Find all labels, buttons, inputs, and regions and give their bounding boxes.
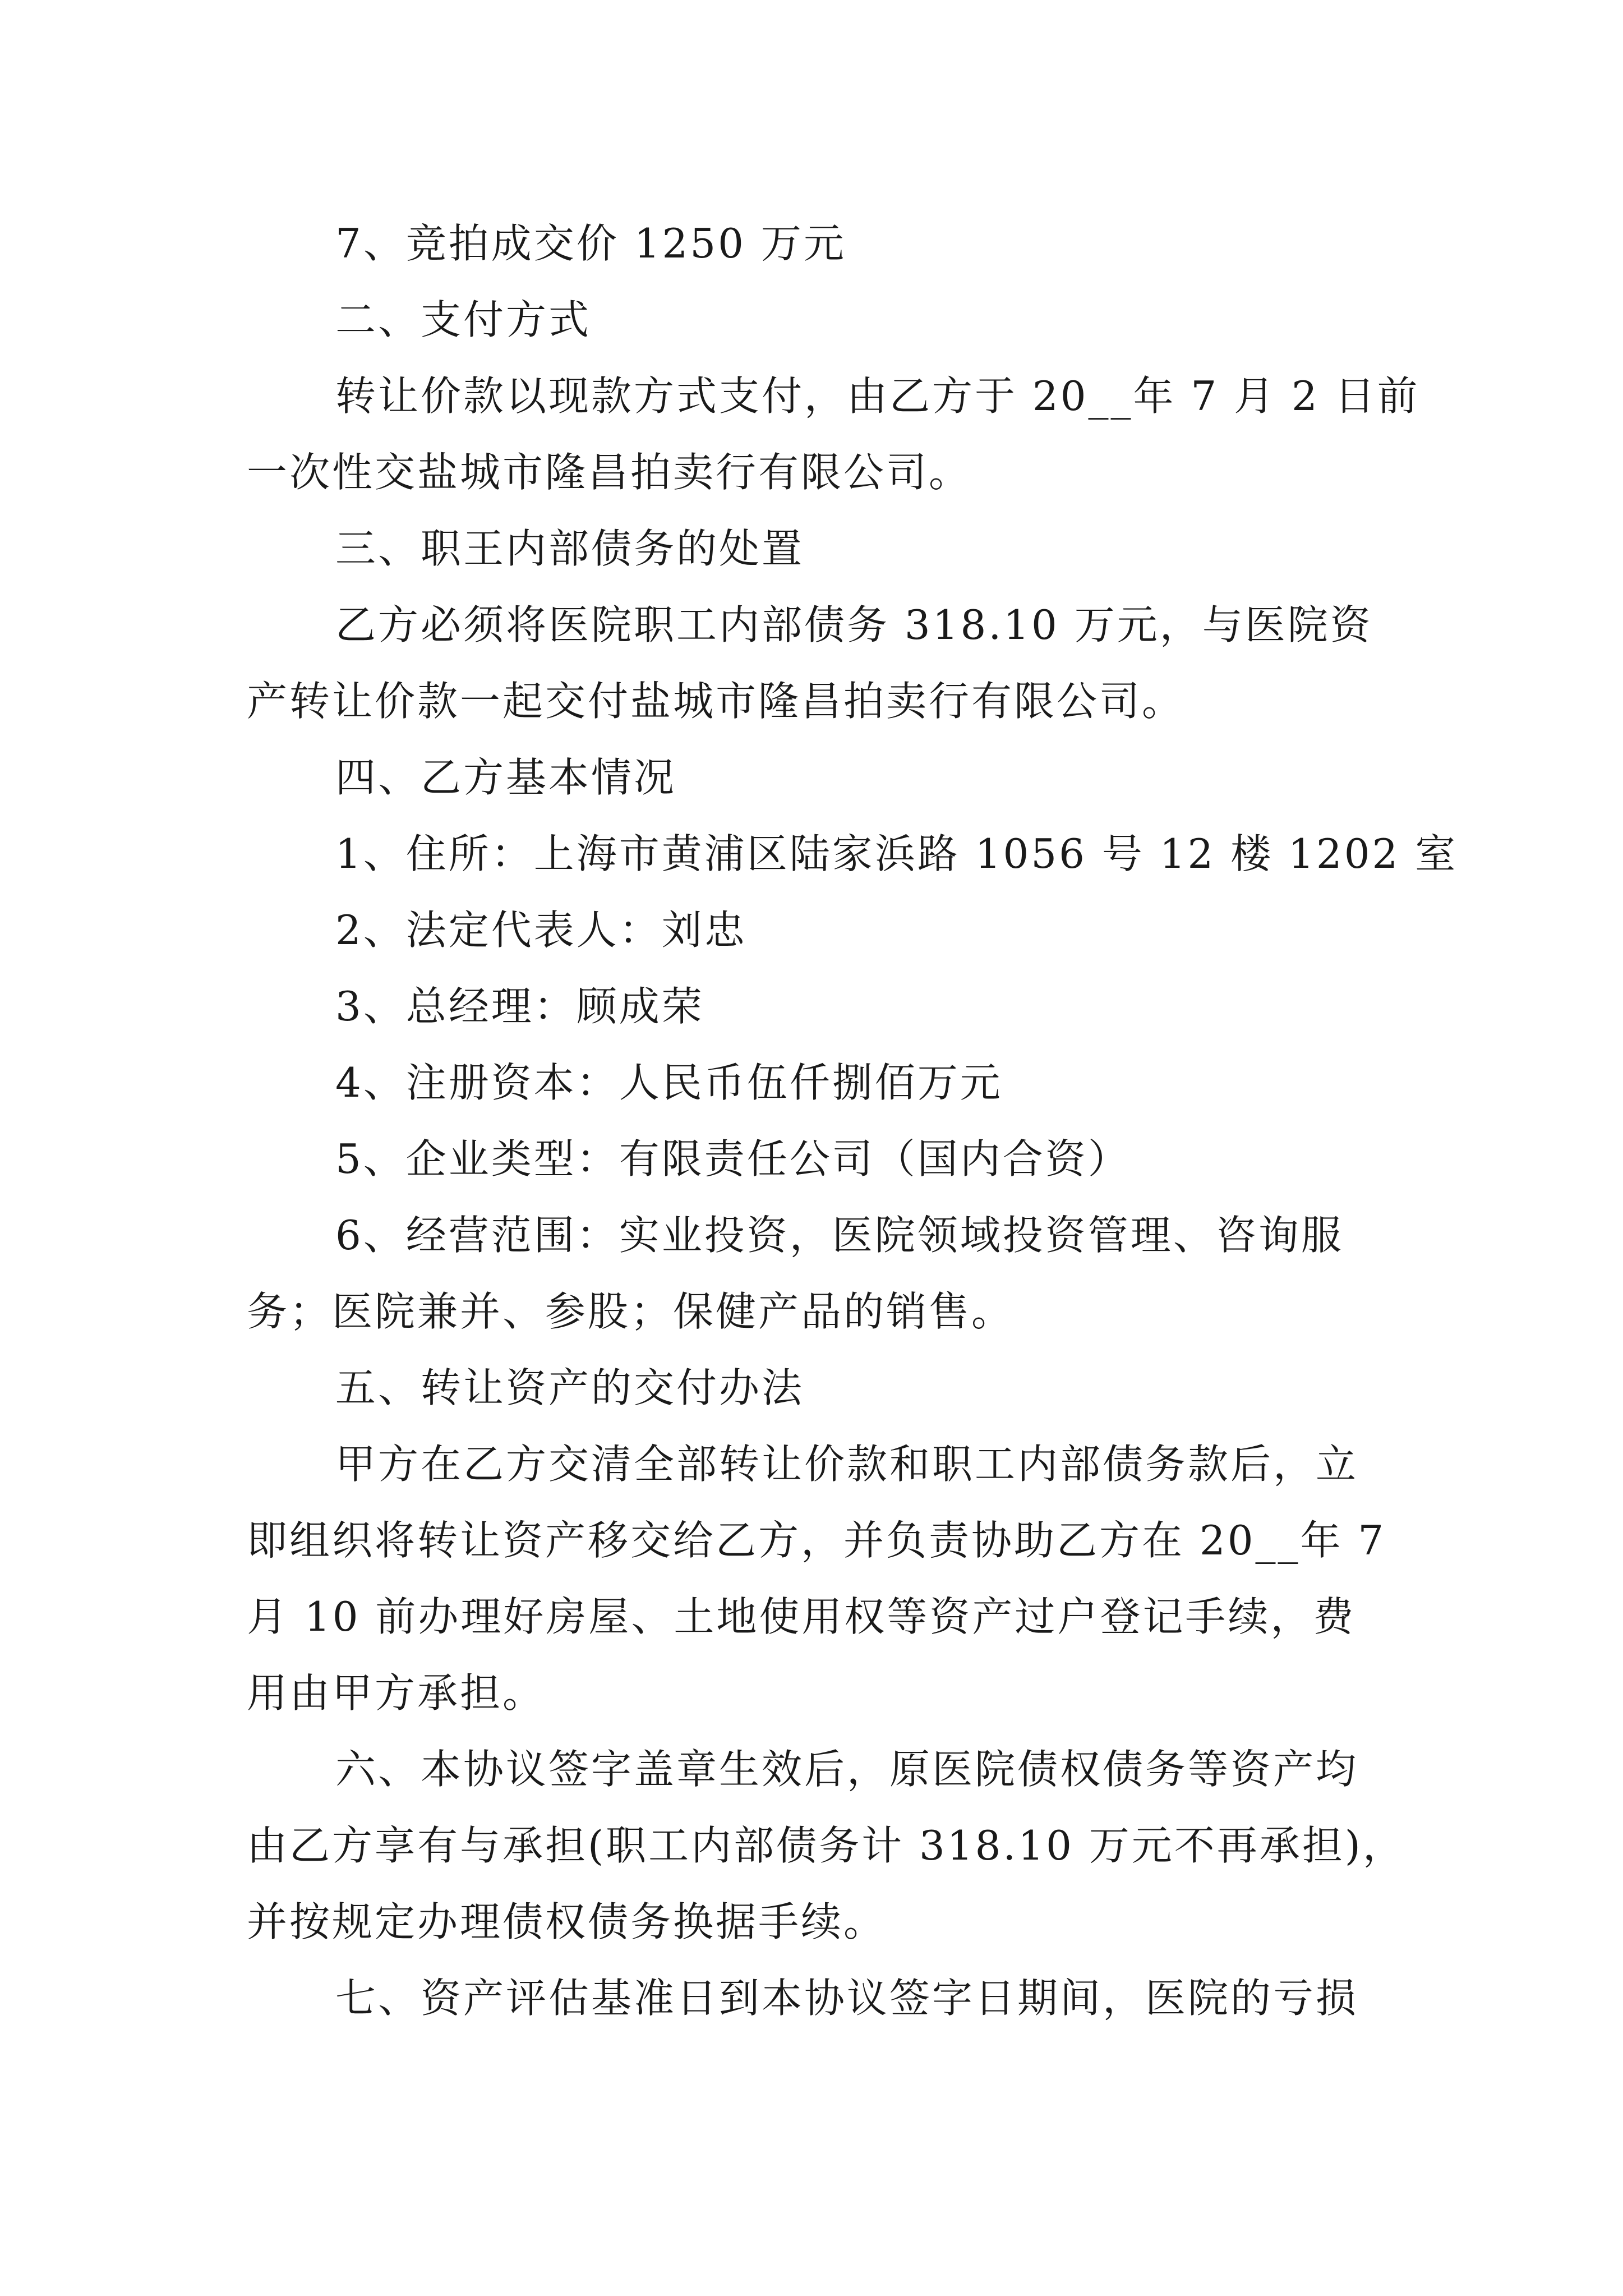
text-line: 5、企业类型：有限责任公司（国内合资） [335, 1135, 1131, 1182]
text-line: 4、注册资本：人民币伍仟捌佰万元 [335, 1059, 1003, 1106]
text-line: 七、资产评估基准日到本协议签字日期间，医院的亏损 [335, 1975, 1359, 2022]
section-heading: 五、转让资产的交付办法 [335, 1364, 805, 1411]
text-line: 产转让价款一起交付盐城市隆昌拍卖行有限公司。 [247, 678, 1185, 725]
text-line: 6、经营范围：实业投资，医院领域投资管理、咨询服 [335, 1212, 1344, 1259]
text-line: 务；医院兼并、参股；保健产品的销售。 [247, 1288, 1015, 1335]
text-line: 3、总经理：顾成荣 [335, 983, 704, 1030]
text-line: 由乙方享有与承担(职工内部债务计 318.10 万元不再承担)， [247, 1822, 1405, 1869]
text-line: 即组织将转让资产移交给乙方，并负责协助乙方在 20__年 7 [247, 1517, 1386, 1564]
text-line: 乙方必须将医院职工内部债务 318.10 万元，与医院资 [335, 601, 1373, 648]
text-line: 1、住所：上海市黄浦区陆家浜路 1056 号 12 楼 1202 室 [335, 830, 1458, 877]
text-line: 转让价款以现款方式支付，由乙方于 20__年 7 月 2 日前 [335, 372, 1420, 420]
text-line: 并按规定办理债权债务换据手续。 [247, 1898, 887, 1945]
text-line: 六、本协议签字盖章生效后，原医院债权债务等资产均 [335, 1746, 1359, 1793]
text-line: 用由甲方承担。 [247, 1669, 546, 1717]
text-line: 甲方在乙方交清全部转让价款和职工内部债务款后，立 [335, 1441, 1359, 1488]
section-heading: 三、职王内部债务的处置 [335, 525, 805, 572]
text-line: 2、法定代表人：刘忠 [335, 907, 747, 954]
text-line: 一次性交盐城市隆昌拍卖行有限公司。 [247, 449, 972, 496]
text-line: 7、竞拍成交价 1250 万元 [335, 220, 846, 267]
section-heading: 四、乙方基本情况 [335, 754, 677, 801]
text-line: 月 10 前办理好房屋、土地使用权等资产过户登记手续，费 [247, 1593, 1356, 1640]
section-heading: 二、支付方式 [335, 296, 592, 343]
